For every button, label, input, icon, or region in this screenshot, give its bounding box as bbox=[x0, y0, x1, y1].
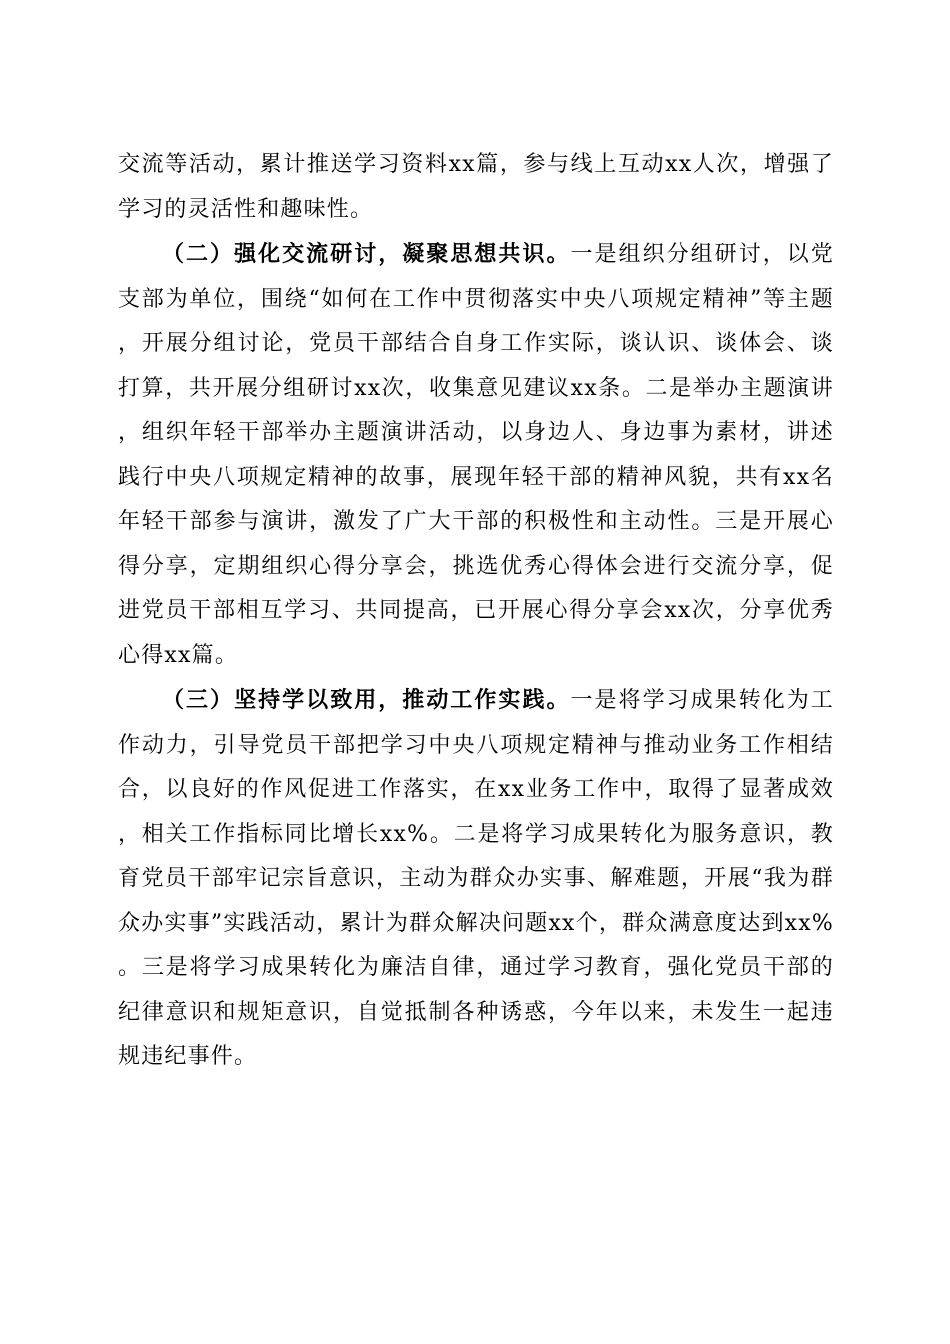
section-three-paragraph bbox=[118, 678, 834, 1080]
document-body bbox=[118, 143, 834, 1080]
section-two-body: 一是组织分组研讨，以党支部为单位，围绕“如何在工作中贯彻落实中央八项规定精神”等主题，开展分组讨论，党员干部结合自身工作实际，谈认识、谈体会、谈打算，共开展分组研讨xx次，收集意见建议xx条。二是举办主题演讲，组织年轻干部举办主题演讲活动，以身边人、身边事为素材，讲述践行中央八项规定精神的故事，展现年轻干部的精神风貌，共有xx名年轻干部参与演讲，激发了广大干部的积极性和主动性。三是开展心得分享，定期组织心得分享会，挑选优秀心得体会进行交流分享，促进党员干部相互学习、共同提高，已开展心得分享会xx次，分享优秀心得xx篇。 bbox=[118, 242, 834, 668]
paragraph-continuation bbox=[118, 143, 834, 232]
section-two-heading: （二）强化交流研讨，凝聚思想共识。 bbox=[162, 241, 571, 267]
section-three-heading: （三）坚持学以致用，推动工作实践。 bbox=[162, 687, 571, 713]
section-three-body: 一是将学习成果转化为工作动力，引导党员干部把学习中央八项规定精神与推动业务工作相结合，以良好的作风促进工作落实，在xx业务工作中，取得了显著成效，相关工作指标同比增长xx%。二是将学习成果转化为服务意识，教育党员干部牢记宗旨意识，主动为群众办实事、解难题，开展“我为群众办实事”实践活动，累计为群众解决问题xx个，群众满意度达到xx%。三是将学习成果转化为廉洁自律，通过学习教育，强化党员干部的纪律意识和规矩意识，自觉抵制各种诱惑，今年以来，未发生一起违规违纪事件。 bbox=[118, 688, 834, 1069]
paragraph-text: 交流等活动，累计推送学习资料xx篇，参与线上互动xx人次，增强了学习的灵活性和趣味性。 bbox=[118, 152, 834, 222]
section-two-paragraph bbox=[118, 232, 834, 678]
